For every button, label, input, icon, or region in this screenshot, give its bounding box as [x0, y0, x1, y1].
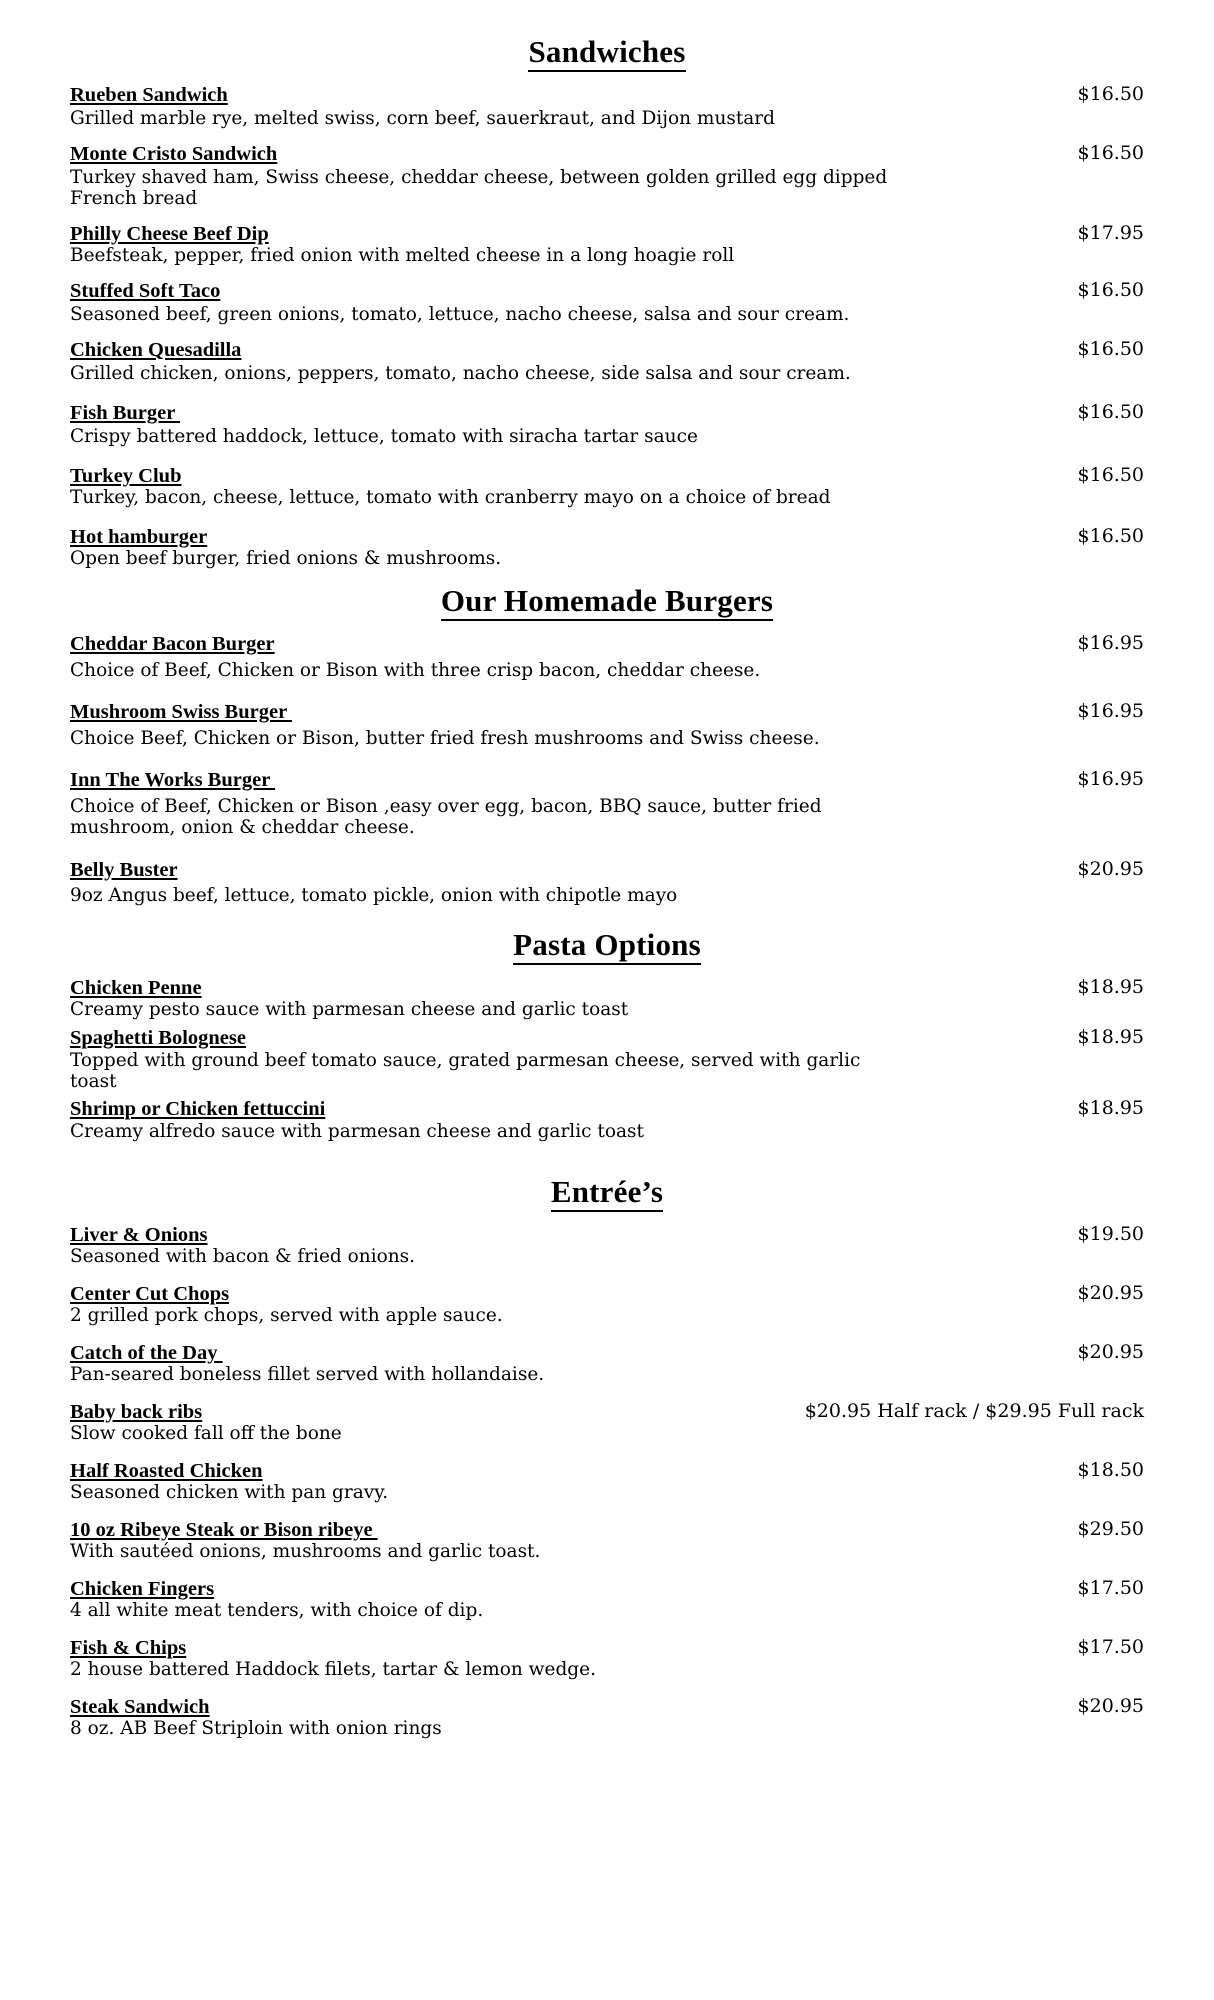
menu-item-description: Choice Beef, Chicken or Bison, butter fried fresh mushrooms and Swiss cheese. — [70, 728, 820, 750]
menu-item — [70, 1401, 1144, 1444]
menu-item-description: Creamy alfredo sauce with parmesan cheese and garlic toast — [70, 1120, 644, 1142]
menu-item-price: $16.50 — [1077, 464, 1144, 487]
menu-item-name: Catch of the Day — [70, 1341, 223, 1364]
menu-item-price: $18.50 — [1077, 1458, 1144, 1481]
menu-item-name: Rueben Sandwich — [70, 84, 228, 106]
menu-item-name: Spaghetti Bolognese — [70, 1026, 246, 1049]
menu-section-entrees — [70, 1174, 1144, 1739]
menu-item — [70, 633, 1144, 681]
section-spacer — [70, 1148, 1144, 1174]
menu-item — [70, 769, 1144, 838]
section-heading — [70, 1174, 1144, 1210]
menu-item-description: Turkey, bacon, cheese, lettuce, tomato with cranberry mayo on a choice of bread — [70, 487, 831, 509]
menu-item-description: Seasoned with bacon & fried onions. — [70, 1245, 416, 1267]
menu-item-name: 10 oz Ribeye Steak or Bison ribeye — [70, 1518, 378, 1541]
menu-item — [70, 1098, 1144, 1142]
menu-item — [70, 223, 1144, 266]
menu-item — [70, 1283, 1144, 1326]
menu-item-price: $20.95 — [1077, 1281, 1144, 1304]
menu-item-price: $16.50 — [1077, 83, 1144, 105]
menu-item-description: 4 all white meat tenders, with choice of dip. — [70, 1599, 484, 1621]
menu-item-price: $16.50 — [1077, 401, 1144, 424]
menu-item — [70, 402, 1144, 447]
menu-item-price: $16.95 — [1077, 632, 1144, 655]
menu-item-name: Shrimp or Chicken fettuccini — [70, 1097, 326, 1120]
menu-section-pasta — [70, 927, 1144, 1142]
menu-item-name: Chicken Quesadilla — [70, 339, 242, 362]
menu-item-price: $17.50 — [1077, 1576, 1144, 1599]
menu-item-description: 2 house battered Haddock filets, tartar & lemon wedge. — [70, 1658, 596, 1680]
section-heading-text: Pasta Options — [513, 927, 701, 965]
menu-item — [70, 465, 1144, 508]
menu-item-description: Choice of Beef, Chicken or Bison ,easy over egg, bacon, BBQ sauce, butter fried mushroom, onion & cheddar cheese. — [70, 796, 822, 839]
menu-item-price: $18.95 — [1077, 1025, 1144, 1048]
menu-section-burgers — [70, 583, 1144, 906]
menu-item-description: 9oz Angus beef, lettuce, tomato pickle, onion with chipotle mayo — [70, 885, 678, 907]
menu-item — [70, 701, 1144, 749]
menu-item-description: Pan-seared boneless fillet served with hollandaise. — [70, 1363, 545, 1385]
menu-item — [70, 1696, 1144, 1739]
menu-item-name: Steak Sandwich — [70, 1695, 210, 1718]
menu-item-description: 2 grilled pork chops, served with apple sauce. — [70, 1304, 503, 1326]
menu-item-name: Stuffed Soft Taco — [70, 280, 221, 303]
menu-item — [70, 526, 1144, 569]
section-heading-text: Entrée’s — [551, 1174, 663, 1212]
menu-item-name: Inn The Works Burger — [70, 769, 276, 792]
menu-item-description: Open beef burger, fried onions & mushrooms. — [70, 548, 502, 570]
menu-item-price: $20.95 Half rack / $29.95 Full rack — [804, 1399, 1144, 1422]
menu-item-price: $16.50 — [1077, 525, 1144, 548]
menu-item-name: Half Roasted Chicken — [70, 1459, 263, 1482]
menu-item-description: Crispy battered haddock, lettuce, tomato with siracha tartar sauce — [70, 426, 698, 448]
menu-item — [70, 84, 1144, 129]
menu-item-description: Choice of Beef, Chicken or Bison with three crisp bacon, cheddar cheese. — [70, 660, 761, 682]
menu-item-name: Cheddar Bacon Burger — [70, 633, 275, 656]
menu-item-price: $16.50 — [1077, 338, 1144, 361]
section-heading — [70, 927, 1144, 963]
menu-item — [70, 1519, 1144, 1562]
menu-item-price: $16.95 — [1077, 700, 1144, 723]
menu-item — [70, 1637, 1144, 1680]
menu-item-price: $20.95 — [1077, 857, 1144, 880]
menu-item-name: Fish & Chips — [70, 1636, 187, 1659]
menu-item-name: Belly Buster — [70, 858, 178, 881]
menu-item — [70, 1027, 1144, 1092]
menu-item-name: Monte Cristo Sandwich — [70, 143, 278, 166]
menu-item-name: Chicken Fingers — [70, 1577, 215, 1600]
menu-item-name: Philly Cheese Beef Dip — [70, 223, 269, 246]
menu-item-price: $16.50 — [1077, 142, 1144, 165]
section-heading — [70, 34, 1144, 70]
section-heading-text: Our Homemade Burgers — [441, 583, 773, 621]
menu-item-name: Chicken Penne — [70, 976, 202, 999]
menu-item-price: $16.95 — [1077, 768, 1144, 791]
menu-item-description: Seasoned beef, green onions, tomato, lettuce, nacho cheese, salsa and sour cream. — [70, 304, 850, 326]
menu-item-price: $18.95 — [1077, 1096, 1144, 1119]
menu-section-sandwiches — [70, 34, 1144, 569]
menu-item — [70, 1578, 1144, 1621]
menu-item — [70, 977, 1144, 1021]
menu-item — [70, 1224, 1144, 1267]
menu-item — [70, 280, 1144, 325]
menu-item-price: $29.50 — [1077, 1517, 1144, 1540]
menu-item-price: $17.50 — [1077, 1635, 1144, 1658]
menu-item-name: Hot hamburger — [70, 526, 208, 549]
menu-item — [70, 1460, 1144, 1503]
menu-item-price: $20.95 — [1077, 1694, 1144, 1717]
menu-item-price: $16.50 — [1077, 279, 1144, 302]
menu-item-name: Mushroom Swiss Burger — [70, 701, 292, 724]
menu-item-description: With sautéed onions, mushrooms and garlic toast. — [70, 1540, 541, 1562]
menu-item — [70, 1342, 1144, 1385]
menu-item-description: Seasoned chicken with pan gravy. — [70, 1481, 389, 1503]
section-heading — [70, 583, 1144, 619]
menu-item-description: Turkey shaved ham, Swiss cheese, cheddar cheese, between golden grilled egg dipped French bread — [70, 166, 888, 210]
menu-item — [70, 339, 1144, 384]
menu-item-description: Grilled chicken, onions, peppers, tomato, nacho cheese, side salsa and sour cream. — [70, 363, 851, 385]
menu-item-name: Baby back ribs — [70, 1400, 203, 1423]
menu-item-name: Turkey Club — [70, 465, 182, 488]
menu-item-price: $18.95 — [1077, 975, 1144, 998]
menu-item-description: Topped with ground beef tomato sauce, grated parmesan cheese, served with garlic toast — [70, 1049, 861, 1092]
menu-item-name: Liver & Onions — [70, 1223, 208, 1246]
menu-item-description: Creamy pesto sauce with parmesan cheese and garlic toast — [70, 999, 629, 1021]
menu-item-description: Beefsteak, pepper, fried onion with melted cheese in a long hoagie roll — [70, 245, 735, 267]
menu-item-name: Fish Burger — [70, 402, 181, 425]
section-heading-text: Sandwiches — [528, 34, 685, 72]
menu-item — [70, 859, 1144, 907]
menu-item-price: $19.50 — [1077, 1222, 1144, 1245]
menu-item-description: Grilled marble rye, melted swiss, corn beef, sauerkraut, and Dijon mustard — [70, 107, 775, 129]
menu-item-description: Slow cooked fall off the bone — [70, 1422, 342, 1444]
menu-item-price: $17.95 — [1077, 222, 1144, 245]
menu-item — [70, 143, 1144, 209]
menu-item-name: Center Cut Chops — [70, 1282, 230, 1305]
menu-item-price: $20.95 — [1077, 1340, 1144, 1363]
menu-item-description: 8 oz. AB Beef Striploin with onion rings — [70, 1717, 442, 1739]
